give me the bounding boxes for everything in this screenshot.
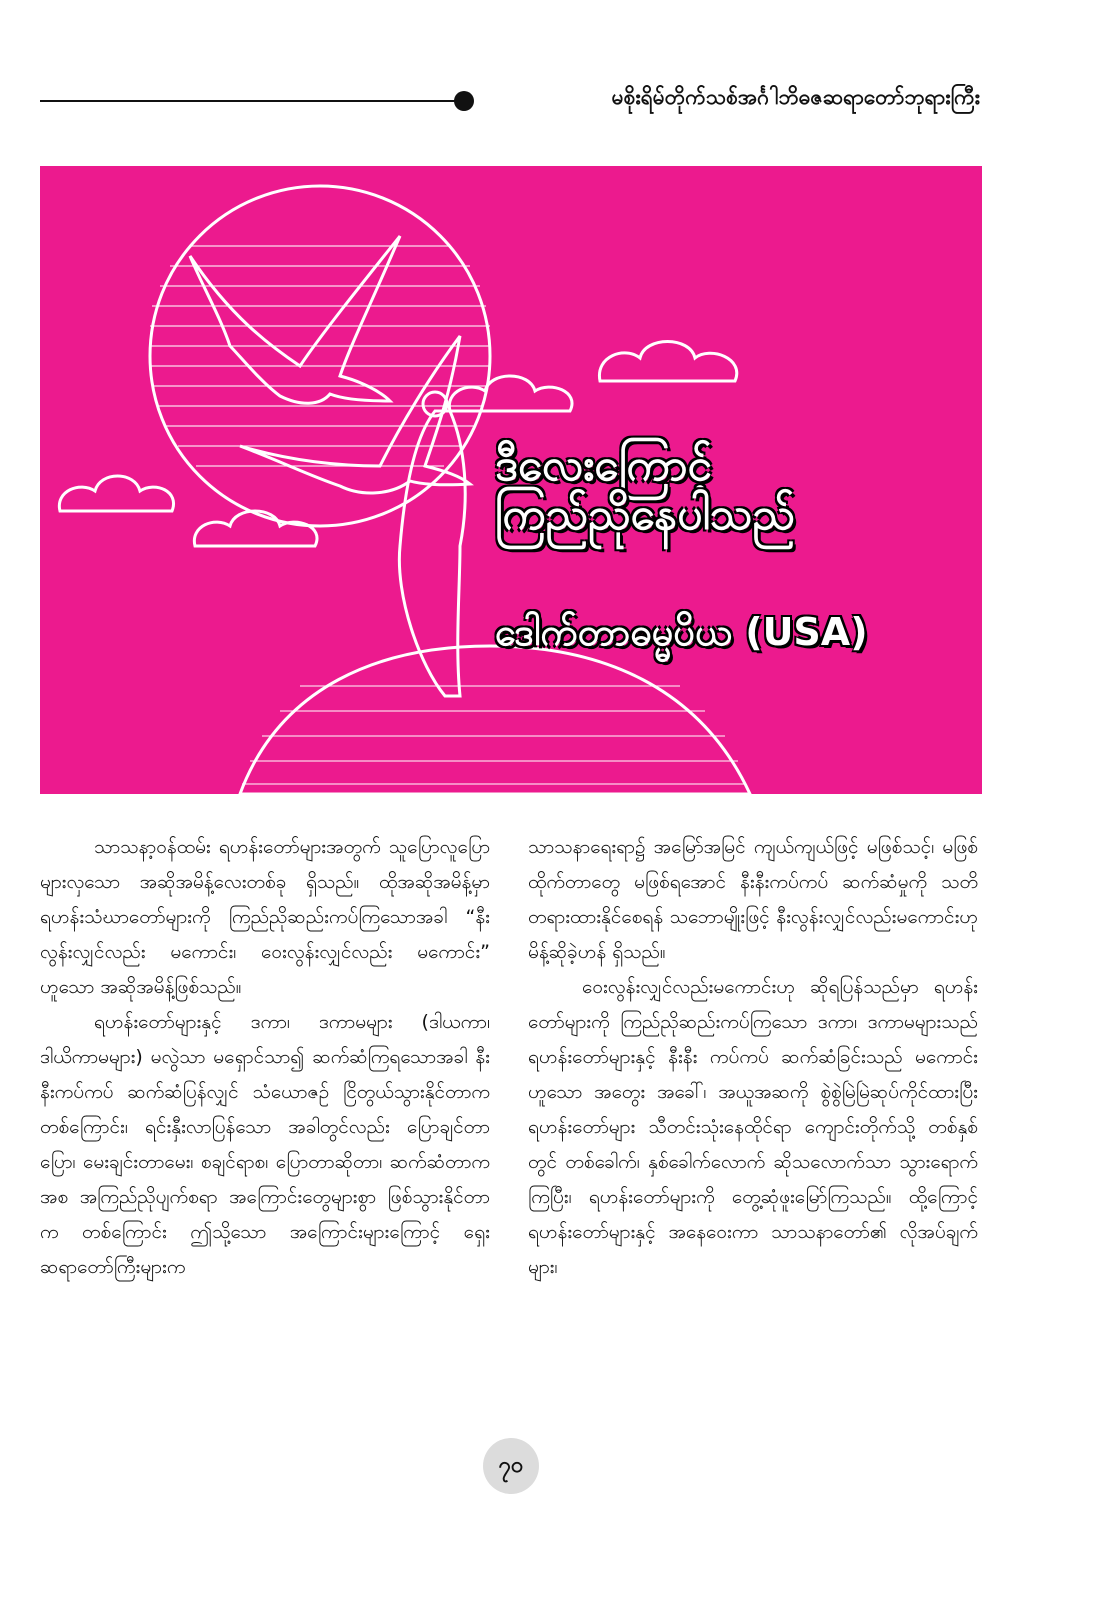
paragraph: သာသနာ့ဝန်ထမ်း ရဟန်းတော်များအတွက် သူပြောလူပြော များလှသော အဆိုအမိန့်လေးတစ်ခု ရှိသည်။ ထိုအဆိုအမိန့်မှာ ရဟန်းသံဃာတော်များကို ကြည်ညိုဆည်းကပ်ကြသောအခါ “နီးလွန်းလျှင်လည်း မကောင်း၊ ဝေးလွန်းလျှင်လည်း မကောင်း” ဟူသော အဆိုအမိန့်ဖြစ်သည်။ xyxy=(40,836,490,998)
running-header xyxy=(40,80,980,120)
paragraph: ဝေးလွန်းလျှင်လည်းမကောင်းဟု ဆိုရပြန်သည်မှာ ရဟန်းတော်များကို ကြည်ညိုဆည်းကပ်ကြသော ဒကာ၊ ဒကာမများသည် ရဟန်းတော်များနှင့် နီးနီး ကပ်ကပ် ဆက်ဆံခြင်းသည် မကောင်းဟူသော အတွေး အခေါ်၊ အယူအဆကို စွဲစွဲမြဲမြဲဆုပ်ကိုင်ထားပြီး ရဟန်းတော်များ သီတင်းသုံးနေထိုင်ရာ ကျောင်းတိုက်သို့ တစ်နှစ်တွင် တစ်ခေါက်၊ နှစ်ခေါက်လောက် ဆိုသလောက်သာ သွားရောက်ကြပြီး၊ ရဟန်းတော်များကို တွေ့ဆုံဖူးမြော်ကြသည်။ ထို့ကြောင့် ရဟန်းတော်များနှင့် အနေဝေးကာ သာသနာတော်၏ လိုအပ်ချက်များ၊ xyxy=(528,976,978,1278)
hero-illustration xyxy=(40,166,982,794)
paragraph: ရဟန်းတော်များနှင့် ဒကာ၊ ဒကာမများ (ဒါယကာ၊ ဒါယိကာမများ) မလွဲသာ မရှောင်သာ၍ ဆက်ဆံကြရသောအခါ နီးနီးကပ်ကပ် ဆက်ဆံပြန်လျှင် သံယောဇဉ် ငြိတွယ်သွားနိုင်တာက တစ်ကြောင်း၊ ရင်းနှီးလာပြန်သော အခါတွင်လည်း ပြောချင်တာပြော၊ မေးချင်းတာမေး၊ စချင်ရာစ၊ ပြောတာဆိုတာ၊ ဆက်ဆံတာကအစ အကြည်ညိုပျက်စရာ အကြောင်းတွေများစွာ ဖြစ်သွားနိုင်တာက တစ်ကြောင်း ဤသို့သော အကြောင်းများကြောင့် ရှေးဆရာတော်ကြီးများက xyxy=(40,1011,490,1278)
dove-2 xyxy=(240,336,470,493)
left-column xyxy=(40,830,490,1285)
right-column xyxy=(528,830,978,1285)
illustration-title-line-1: ဒီလေးကြောင့် xyxy=(495,440,712,491)
illustration-title xyxy=(495,441,915,540)
globe xyxy=(240,646,750,794)
illustration-title-line-2: ကြည်ညိုနေပါသည် xyxy=(495,489,795,541)
bullet-dot-icon xyxy=(454,91,474,111)
header-rule xyxy=(40,100,458,102)
running-title: မစိုးရိမ်တိုက်သစ်အင်္ဂါဘိဓဇဆရာတော်ဘုရားကြီး xyxy=(611,85,980,109)
article-body xyxy=(40,830,982,1370)
illustration-author: ဒေါက်တာဓမ္မပိယ (USA) xyxy=(495,610,868,654)
page-number-badge: ၇၀ xyxy=(483,1438,539,1494)
dove-1 xyxy=(190,236,400,403)
sun-circle xyxy=(150,186,490,526)
paragraph: သာသနာရေးရာ၌ အမြော်အမြင် ကျယ်ကျယ်ဖြင့် မဖြစ်သင့်၊ မဖြစ်ထိုက်တာတွေ မဖြစ်ရအောင် နီးနီးကပ်ကပ် ဆက်ဆံမှုကို သတိတရားထားနိုင်စေရန် သဘောမျိုးဖြင့် နီးလွန်းလျှင်လည်းမကောင်းဟုမိန့်ဆိုခဲ့ဟန် ရှိသည်။ xyxy=(528,836,978,963)
